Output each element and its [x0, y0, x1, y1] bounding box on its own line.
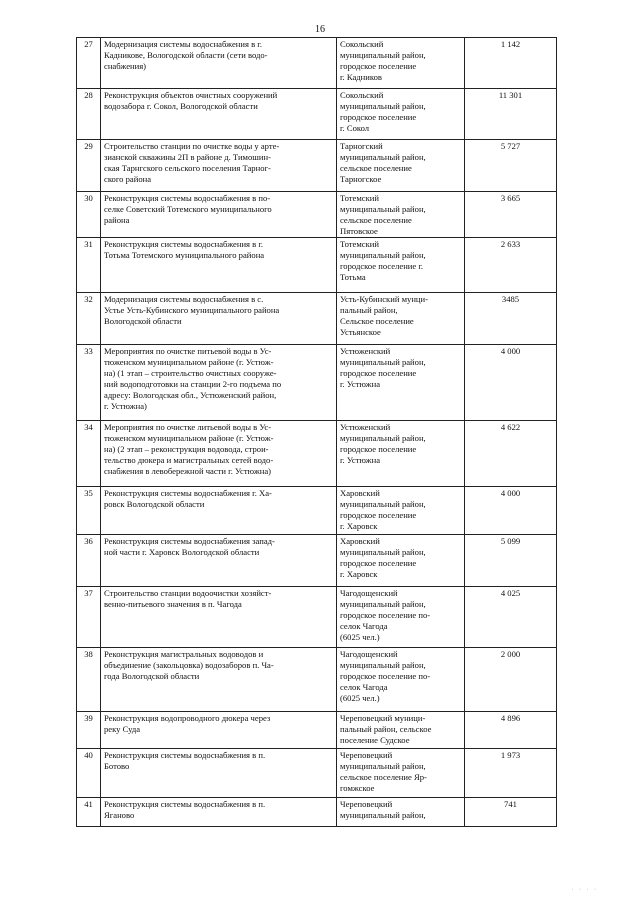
- table-row: [77, 345, 557, 421]
- funding-amount: 2 000: [465, 648, 557, 712]
- funding-amount: 4 622: [465, 421, 557, 487]
- funding-amount: 1 973: [465, 749, 557, 798]
- municipality-line: муниципальный район,: [340, 101, 426, 111]
- row-number: 36: [77, 535, 101, 587]
- project-name-line: Устье Усть-Кубинского муниципального района: [104, 305, 280, 315]
- municipality-line: Сокольский: [340, 90, 384, 100]
- project-name: [101, 798, 337, 827]
- table-row: [77, 712, 557, 749]
- municipality-line: Тотьма: [340, 272, 366, 282]
- municipality-line: муниципальный район,: [340, 250, 426, 260]
- municipality: [337, 89, 465, 140]
- municipality-line: Устюженский: [340, 346, 391, 356]
- project-name-line: зианской скважины 2П в районе д. Тимошин-: [104, 152, 271, 162]
- municipality-line: Харовский: [340, 536, 380, 546]
- project-name-line: ний водоподготовки на станции 2-го подъема по: [104, 379, 282, 389]
- scan-mark: · · · ·: [571, 887, 598, 893]
- municipality-line: Чагодощенский: [340, 649, 398, 659]
- project-name: [101, 587, 337, 648]
- row-number: 35: [77, 487, 101, 535]
- project-name-line: Реконструкция системы водоснабжения в по-: [104, 193, 271, 203]
- project-name-line: водозабора г. Сокол, Вологодской области: [104, 101, 258, 111]
- row-number: 33: [77, 345, 101, 421]
- row-number: 41: [77, 798, 101, 827]
- municipality-line: гомжское: [340, 783, 375, 793]
- municipality-line: муниципальный район,: [340, 547, 426, 557]
- project-name-line: ского района: [104, 174, 152, 184]
- municipality: [337, 712, 465, 749]
- project-name: [101, 749, 337, 798]
- municipality-line: сельское поселение: [340, 163, 412, 173]
- funding-amount: 3 665: [465, 192, 557, 238]
- table-row: [77, 38, 557, 89]
- municipality-line: муниципальный район,: [340, 357, 426, 367]
- row-number: 29: [77, 140, 101, 192]
- projects-table-body: [77, 38, 557, 827]
- table-row: [77, 587, 557, 648]
- project-name-line: ной части г. Харовск Вологодской области: [104, 547, 260, 557]
- municipality: [337, 293, 465, 345]
- municipality-line: городское поселение по-: [340, 671, 431, 681]
- project-name: [101, 89, 337, 140]
- municipality-line: селок Чагода: [340, 682, 388, 692]
- municipality-line: муниципальный район,: [340, 50, 426, 60]
- municipality-line: поселение Судское: [340, 735, 410, 745]
- table-row: [77, 487, 557, 535]
- project-name: [101, 421, 337, 487]
- project-name-line: снабжения в левобережной части г. Устюжна): [104, 466, 272, 476]
- project-name-line: Строительство станции по очистке воды у арте-: [104, 141, 280, 151]
- municipality: [337, 487, 465, 535]
- project-name-line: на) (2 этап – реконструкция водовода, строи-: [104, 444, 269, 454]
- table-row: [77, 89, 557, 140]
- table-row: [77, 421, 557, 487]
- row-number: 27: [77, 38, 101, 89]
- municipality: [337, 140, 465, 192]
- municipality-line: сельское поселение Яр-: [340, 772, 427, 782]
- project-name-line: тельство дюкера и магистральных сетей водо-: [104, 455, 274, 465]
- municipality-line: муниципальный район,: [340, 152, 426, 162]
- municipality: [337, 587, 465, 648]
- municipality-line: Сельское поселение: [340, 316, 414, 326]
- funding-amount: 3485: [465, 293, 557, 345]
- municipality-line: Тотемский: [340, 239, 379, 249]
- funding-amount: 4 000: [465, 487, 557, 535]
- project-name-line: объединение (закольцовка) водозаборов п. Ча-: [104, 660, 274, 670]
- municipality: [337, 535, 465, 587]
- row-number: 38: [77, 648, 101, 712]
- funding-amount: 1 142: [465, 38, 557, 89]
- projects-table: [76, 37, 557, 827]
- municipality-line: городское поселение: [340, 510, 417, 520]
- row-number: 40: [77, 749, 101, 798]
- funding-amount: 4 896: [465, 712, 557, 749]
- project-name-line: Яганово: [104, 810, 135, 820]
- funding-amount: 2 633: [465, 238, 557, 293]
- project-name-line: адресу: Вологодская обл., Устюженский район,: [104, 390, 277, 400]
- project-name-line: реку Суда: [104, 724, 141, 734]
- municipality-line: муниципальный район,: [340, 761, 426, 771]
- municipality-line: Пятовское: [340, 226, 378, 236]
- municipality-line: (6025 чел.): [340, 632, 380, 642]
- municipality-line: городское поселение: [340, 112, 417, 122]
- project-name: [101, 487, 337, 535]
- municipality-line: г. Кадников: [340, 72, 382, 82]
- project-name: [101, 140, 337, 192]
- project-name: [101, 238, 337, 293]
- project-name: [101, 345, 337, 421]
- funding-amount: 4 025: [465, 587, 557, 648]
- municipality-line: муниципальный район,: [340, 599, 426, 609]
- municipality-line: Харовский: [340, 488, 380, 498]
- project-name-line: тюженском муниципальном районе (г. Устюж-: [104, 357, 274, 367]
- row-number: 34: [77, 421, 101, 487]
- municipality-line: муниципальный район,: [340, 660, 426, 670]
- project-name-line: Реконструкция магистральных водоводов и: [104, 649, 264, 659]
- project-name-line: Реконструкция системы водоснабжения в г.: [104, 239, 264, 249]
- project-name: [101, 535, 337, 587]
- project-name-line: Реконструкция системы водоснабжения запад-: [104, 536, 275, 546]
- funding-amount: 11 301: [465, 89, 557, 140]
- municipality-line: Устюженский: [340, 422, 391, 432]
- project-name-line: селке Советский Тотемского муниципального: [104, 204, 272, 214]
- municipality-line: Череповецкий: [340, 799, 393, 809]
- municipality: [337, 421, 465, 487]
- table-row: [77, 648, 557, 712]
- row-number: 30: [77, 192, 101, 238]
- project-name-line: ровск Вологодской области: [104, 499, 205, 509]
- municipality-line: Череповецкий муници-: [340, 713, 426, 723]
- municipality-line: муниципальный район,: [340, 499, 426, 509]
- funding-amount: 741: [465, 798, 557, 827]
- municipality-line: г. Устюжна: [340, 379, 381, 389]
- project-name: [101, 648, 337, 712]
- table-row: [77, 293, 557, 345]
- project-name-line: ская Тарнгского сельского поселения Тарног-: [104, 163, 271, 173]
- municipality: [337, 192, 465, 238]
- table-row: [77, 192, 557, 238]
- row-number: 37: [77, 587, 101, 648]
- project-name-line: Мероприятия по очистке литьевой воды в Ус-: [104, 422, 272, 432]
- project-name: [101, 38, 337, 89]
- municipality-line: сельское поселение: [340, 215, 412, 225]
- table-row: [77, 140, 557, 192]
- project-name-line: тюженском муниципальном районе (г. Устюж-: [104, 433, 274, 443]
- municipality-line: муниципальный район,: [340, 204, 426, 214]
- municipality-line: Тотемский: [340, 193, 379, 203]
- municipality-line: муниципальный район,: [340, 810, 426, 820]
- municipality-line: г. Харовск: [340, 521, 378, 531]
- table-row: [77, 535, 557, 587]
- project-name: [101, 293, 337, 345]
- row-number: 28: [77, 89, 101, 140]
- table-row: [77, 798, 557, 827]
- municipality: [337, 749, 465, 798]
- project-name-line: венно-питьевого значения в п. Чагода: [104, 599, 242, 609]
- municipality-line: городское поселение: [340, 368, 417, 378]
- page-number: 16: [315, 24, 325, 35]
- table-row: [77, 749, 557, 798]
- municipality-line: пальный район,: [340, 305, 398, 315]
- row-number: 31: [77, 238, 101, 293]
- project-name-line: Реконструкция системы водоснабжения в п.: [104, 750, 266, 760]
- project-name-line: года Вологодской области: [104, 671, 200, 681]
- funding-amount: 4 000: [465, 345, 557, 421]
- municipality-line: городское поселение по-: [340, 610, 431, 620]
- funding-amount: 5 099: [465, 535, 557, 587]
- project-name-line: на) (1 этап – строительство очистных сооруже-: [104, 368, 277, 378]
- municipality-line: (6025 чел.): [340, 693, 380, 703]
- project-name-line: г. Устюжна): [104, 401, 147, 411]
- project-name-line: Реконструкция водопроводного дюкера через: [104, 713, 271, 723]
- project-name-line: района: [104, 215, 130, 225]
- municipality-line: муниципальный район,: [340, 433, 426, 443]
- project-name-line: Мероприятия по очистке питьевой воды в Ус-: [104, 346, 272, 356]
- funding-amount: 5 727: [465, 140, 557, 192]
- project-name-line: Строительство станции водоочистки хозяйст-: [104, 588, 272, 598]
- project-name-line: Реконструкция системы водоснабжения в п.: [104, 799, 266, 809]
- row-number: 39: [77, 712, 101, 749]
- municipality-line: г. Устюжна: [340, 455, 381, 465]
- municipality: [337, 648, 465, 712]
- municipality-line: Череповецкий: [340, 750, 393, 760]
- project-name: [101, 712, 337, 749]
- project-name: [101, 192, 337, 238]
- municipality-line: пальный район, сельское: [340, 724, 432, 734]
- municipality-line: Сокольский: [340, 39, 384, 49]
- project-name-line: Тотьма Тотемского муниципального района: [104, 250, 265, 260]
- municipality-line: Чагодощенский: [340, 588, 398, 598]
- municipality: [337, 38, 465, 89]
- municipality-line: городское поселение: [340, 444, 417, 454]
- project-name-line: Кадникове, Вологодской области (сети водо-: [104, 50, 268, 60]
- project-name-line: Ботово: [104, 761, 130, 771]
- municipality-line: городское поселение: [340, 61, 417, 71]
- municipality-line: Тарногское: [340, 174, 382, 184]
- municipality: [337, 238, 465, 293]
- municipality: [337, 798, 465, 827]
- project-name-line: Реконструкция системы водоснабжения г. Ха-: [104, 488, 272, 498]
- row-number: 32: [77, 293, 101, 345]
- project-name-line: Модернизация системы водоснабжения в с.: [104, 294, 264, 304]
- project-name-line: Реконструкция объектов очистных сооружений: [104, 90, 278, 100]
- municipality-line: г. Сокол: [340, 123, 370, 133]
- municipality-line: селок Чагода: [340, 621, 388, 631]
- municipality-line: городское поселение г.: [340, 261, 424, 271]
- table-row: [77, 238, 557, 293]
- municipality-line: г. Харовск: [340, 569, 378, 579]
- municipality-line: городское поселение: [340, 558, 417, 568]
- project-name-line: Вологодской области: [104, 316, 182, 326]
- municipality-line: Тарногский: [340, 141, 383, 151]
- municipality-line: Устьянское: [340, 327, 381, 337]
- municipality: [337, 345, 465, 421]
- project-name-line: снабжения): [104, 61, 147, 71]
- municipality-line: Усть-Кубинский мунци-: [340, 294, 428, 304]
- project-name-line: Модернизация системы водоснабжения в г.: [104, 39, 262, 49]
